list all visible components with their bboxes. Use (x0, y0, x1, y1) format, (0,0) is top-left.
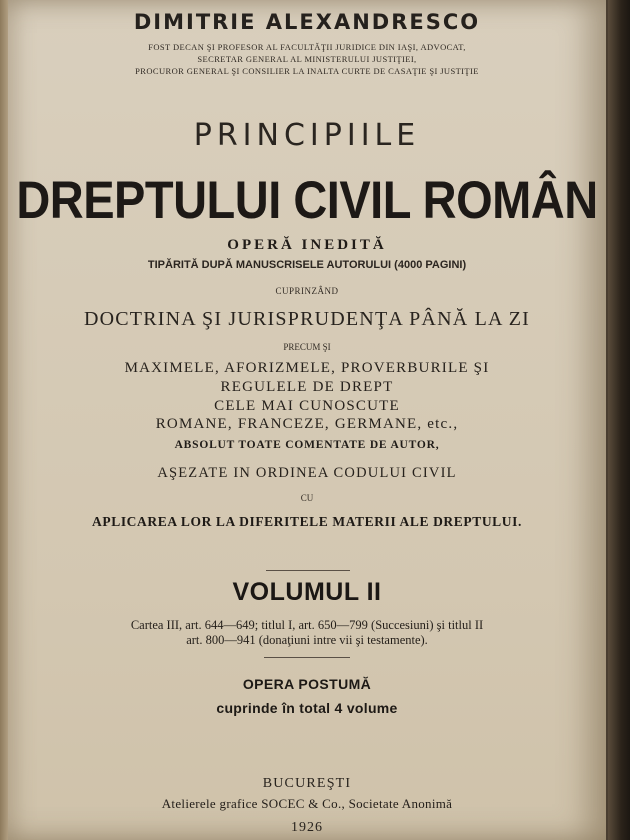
tiparita-note: TIPĂRITĂ DUPĂ MANUSCRISELE AUTORULUI (4000 PAGINI) (147, 259, 467, 271)
imprint-publisher: Atelierele grafice SOCEC & Co., Societate Anonimă (161, 796, 453, 811)
precum-label: PRECUM ŞI (283, 342, 331, 352)
cuprinzand-label: CUPRINZÂND (275, 286, 339, 296)
volume-label: VOLUMUL II (232, 578, 382, 606)
maxime-line: ROMANE, FRANCEZE, GERMANE, etc., (155, 416, 459, 432)
maxime-line: CELE MAI CUNOSCUTE (214, 398, 400, 414)
opera-inedita: OPERĂ INEDITĂ (227, 237, 387, 253)
doctrina-line: DOCTRINA ŞI JURISPRUDENŢA PÂNĂ LA ZI (83, 308, 530, 330)
divider-rule (264, 657, 350, 658)
aplicarea-line: APLICAREA LOR LA DIFERITELE MATERII ALE DREPTULUI. (92, 514, 522, 529)
author-credential-line: SECRETAR GENERAL AL MINISTERULUI JUSTIŢIEI, (197, 54, 417, 64)
author-credential-line: FOST DECAN ŞI PROFESOR AL FACULTĂŢII JURIDICE DIN IAŞI, ADVOCAT, (148, 42, 466, 52)
cu-label: CU (300, 493, 314, 503)
book-spine-shadow (608, 0, 630, 840)
opera-postuma: OPERA POSTUMĂ (242, 676, 372, 692)
main-title: DREPTULUI CIVIL ROMÂN (16, 169, 598, 230)
title-page (8, 0, 606, 840)
author-credential-line: PROCUROR GENERAL ŞI CONSILIER LA INALTA CURTE DE CASAŢIE ŞI JUSTIŢIE (135, 66, 479, 76)
volume-contents-line: Cartea III, art. 644—649; titlul I, art. 650—799 (Succesiuni) şi titlul II (130, 618, 484, 632)
imprint-year: 1926 (291, 820, 323, 835)
title-principiile: PRINCIPIILE (193, 118, 421, 153)
absolut-line: ABSOLUT TOATE COMENTATE DE AUTOR, (174, 439, 440, 451)
asezate-line: AŞEZATE IN ORDINEA CODULUI CIVIL (157, 465, 457, 481)
author-name: DIMITRIE ALEXANDRESCO (133, 10, 481, 34)
divider-rule (266, 570, 350, 571)
volume-contents-line: art. 800—941 (donaţiuni intre vii şi testamente). (186, 633, 428, 647)
maxime-line: MAXIMELE, AFORIZMELE, PROVERBURILE ŞI (124, 360, 490, 376)
imprint-city: BUCUREŞTI (262, 776, 352, 791)
volume-count-note: cuprinde în total 4 volume (216, 700, 398, 716)
maxime-line: REGULELE DE DREPT (220, 379, 394, 395)
